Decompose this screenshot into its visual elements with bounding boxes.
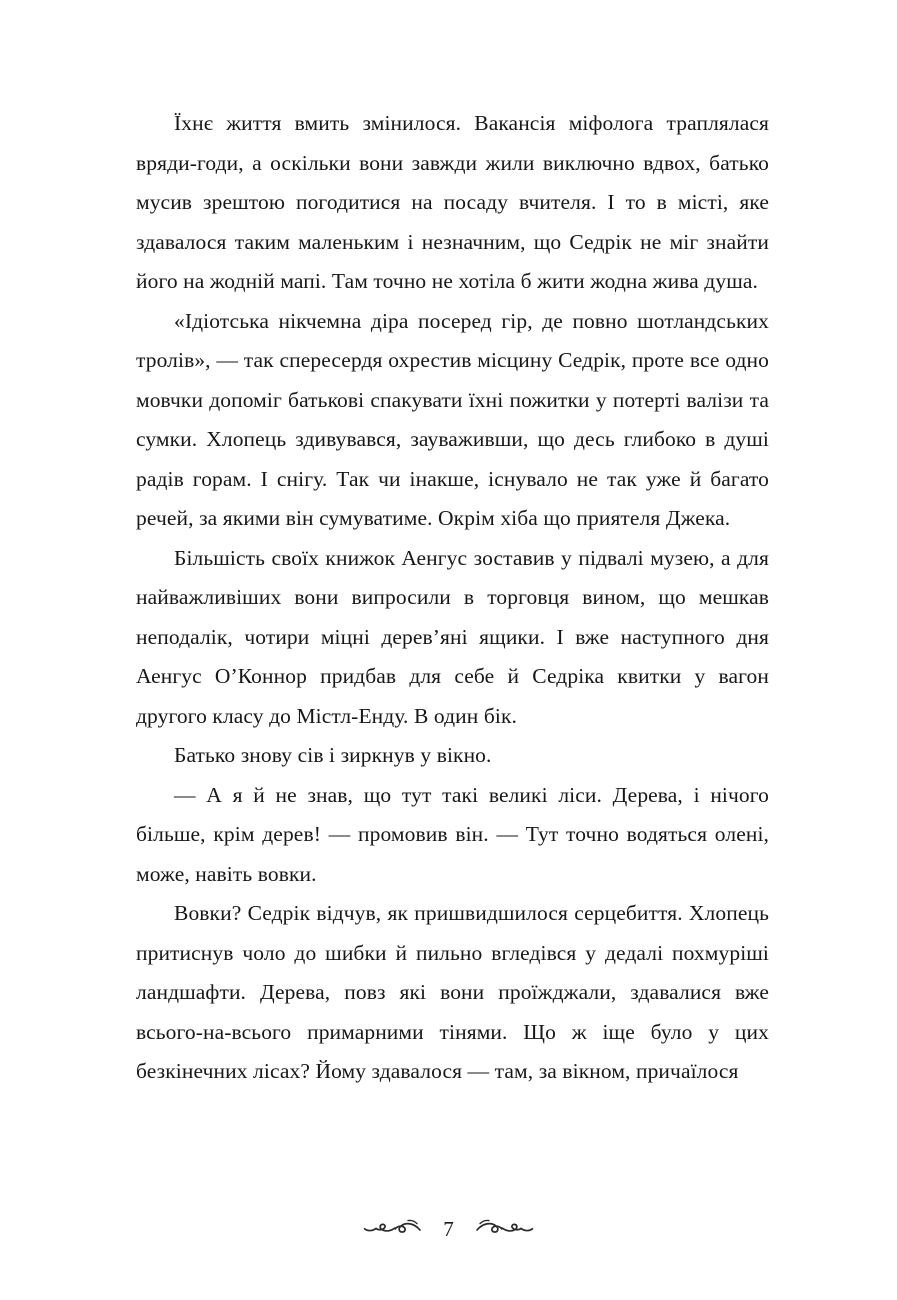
paragraph: «Ідіотська нікчемна діра посеред гір, де повно шотландських тролів», — так спересердя охрестив місцину Седрік, проте все одно мовчки допоміг батькові спакувати їхні пожитки у потерті валізи та сумки. Хлопець здивувався, зауваживши, що десь глибоко в душі радів горам. І снігу. Так чи інакше, існувало не так уже й багато речей, за якими він сумуватиме. Окрім хіба що приятеля Джека.	[136, 308, 769, 530]
paragraph: — А я й не знав, що тут такі великі ліси. Дерева, і нічого більше, крім дерев! — промовив він. — Тут точно водяться олені, може, навіть вовки.	[136, 782, 769, 886]
paragraph: Батько знову сів і зиркнув у вікно.	[174, 743, 492, 767]
paragraph: Вовки? Седрік відчув, як пришвидшилося серцебиття. Хлопець притиснув чоло до шибки й пильно вгледівся у дедалі похмуріші ландшафти. Дерева, повз які вони проїжджали, здавалися вже всього-на-всього примарними тінями. Що ж іще було у цих безкінечних лісах? Йому здавалося — там, за вікном, причаїлося	[136, 901, 769, 1083]
paragraph: Більшість своїх книжок Аенгус зоставив у підвалі музею, а для найважливіших вони випросили в торговця вином, що мешкав неподалік, чотири міцні дерев’яні ящики. І вже наступного дня Аенгус О’Коннор придбав для себе й Седріка квитки у вагон другого класу до Містл-Енду. В один бік.	[136, 545, 769, 728]
page-footer	[0, 1217, 897, 1242]
flourish-ornament-icon	[474, 1217, 536, 1242]
page-number: 7	[443, 1217, 454, 1241]
paragraph: Їхнє життя вмить змінилося. Вакансія міфолога траплялася вряди-годи, а оскільки вони завжди жили виключно вдвох, батько мусив зрештою погодитися на посаду вчителя. І то в місті, яке здавалося таким маленьким і незначним, що Седрік не міг знайти його на жодній мапі. Там точно не хотіла б жити жодна жива душа.	[136, 111, 769, 293]
page-body-text	[136, 104, 769, 1092]
flourish-ornament-icon	[361, 1217, 423, 1242]
